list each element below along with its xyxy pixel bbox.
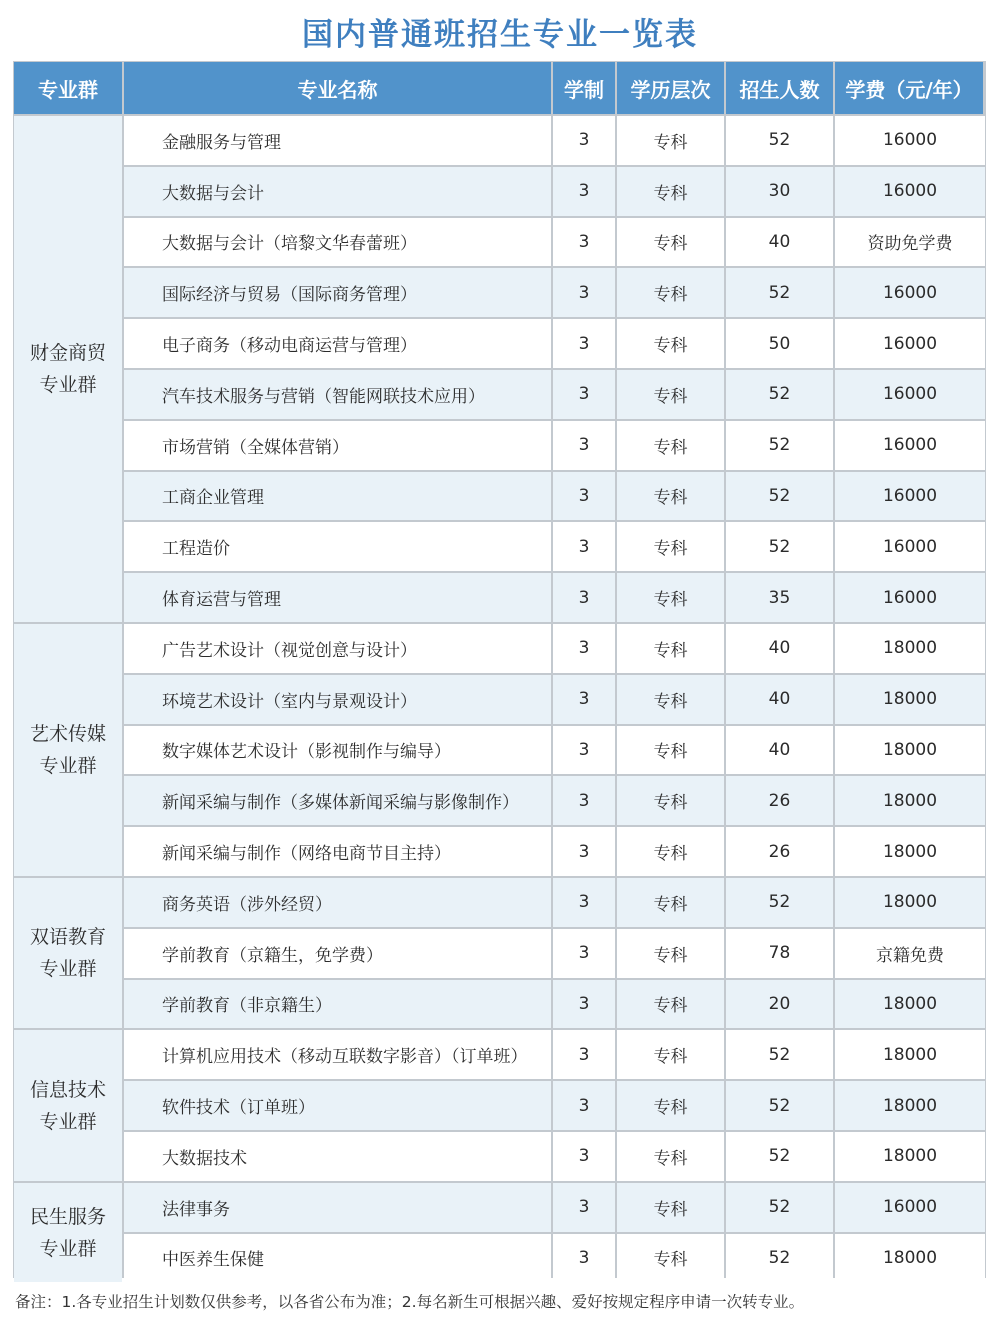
tuition-fee: 18000 [835,1234,985,1283]
enrollment-table [13,61,986,1278]
enrollment-count: 40 [726,218,833,267]
study-years: 3 [553,218,615,267]
education-level: 专科 [617,573,724,622]
tuition-fee: 18000 [835,827,985,876]
page-title: 国内普通班招生专业一览表 [302,17,698,53]
tuition-fee: 18000 [835,980,985,1029]
group-name-line1: 信息技术 [29,1078,106,1101]
enrollment-count: 52 [726,421,833,470]
header-group: 专业群 [14,62,122,114]
enrollment-count: 26 [726,776,833,825]
education-level: 专科 [617,522,724,571]
enrollment-count: 52 [726,472,833,521]
study-years: 3 [553,1030,615,1079]
enrollment-count: 50 [726,319,833,368]
enrollment-count: 52 [726,1132,833,1181]
education-level: 专科 [617,675,724,724]
enrollment-count: 30 [726,167,833,216]
education-level: 专科 [617,167,724,216]
tuition-fee: 16000 [835,1183,985,1232]
major-name: 新闻采编与制作（网络电商节目主持） [124,827,551,876]
tuition-fee: 18000 [835,624,985,673]
major-name: 大数据与会计 [124,167,551,216]
tuition-fee: 16000 [835,421,985,470]
group-name-line2: 专业群 [39,1237,97,1260]
education-level: 专科 [617,1132,724,1181]
enrollment-count: 35 [726,573,833,622]
group-name-line2: 专业群 [39,755,97,777]
group-cell [14,878,122,1028]
footnote: 备注：1.各专业招生计划数仅供参考，以各省公布为准；2.每名新生可根据兴趣、爱好按规定程序申请一次转专业。 [15,1293,805,1311]
enrollment-count: 20 [726,980,833,1029]
study-years: 3 [553,878,615,927]
major-name: 工商企业管理 [124,472,551,521]
education-level: 专科 [617,268,724,317]
tuition-fee: 16000 [835,319,985,368]
tuition-fee: 18000 [835,776,985,825]
enrollment-count: 40 [726,624,833,673]
education-level: 专科 [617,218,724,267]
enrollment-count: 52 [726,878,833,927]
major-name: 汽车技术服务与营销（智能网联技术应用） [124,370,551,419]
enrollment-count: 52 [726,1183,833,1232]
enrollment-count: 40 [726,675,833,724]
enrollment-count: 52 [726,522,833,571]
study-years: 3 [553,522,615,571]
tuition-fee: 16000 [835,573,985,622]
group-name-line2: 专业群 [39,374,97,396]
header-fee: 学费（元/年） [835,62,983,114]
major-name: 学前教育（非京籍生） [124,980,551,1029]
education-level: 专科 [617,980,724,1029]
tuition-fee: 18000 [835,878,985,927]
enrollment-count: 52 [726,1234,833,1283]
study-years: 3 [553,268,615,317]
tuition-fee: 18000 [835,726,985,775]
header-years: 学制 [553,62,615,114]
enrollment-count: 52 [726,1030,833,1079]
major-name: 大数据与会计（培黎文华春蕾班） [124,218,551,267]
tuition-fee: 16000 [835,472,985,521]
education-level: 专科 [617,878,724,927]
study-years: 3 [553,573,615,622]
enrollment-count: 52 [726,370,833,419]
education-level: 专科 [617,370,724,419]
major-name: 市场营销（全媒体营销） [124,421,551,470]
study-years: 3 [553,1132,615,1181]
major-name: 中医养生保健 [124,1234,551,1283]
study-years: 3 [553,1081,615,1130]
header-name: 专业名称 [124,62,551,114]
education-level: 专科 [617,1081,724,1130]
major-name: 大数据技术 [124,1132,551,1181]
study-years: 3 [553,827,615,876]
tuition-fee: 16000 [835,167,985,216]
education-level: 专科 [617,116,724,165]
study-years: 3 [553,1234,615,1283]
education-level: 专科 [617,1030,724,1079]
enrollment-count: 26 [726,827,833,876]
enrollment-count: 78 [726,929,833,978]
group-name-line2: 专业群 [39,958,97,981]
tuition-fee: 16000 [835,370,985,419]
education-level: 专科 [617,1234,724,1283]
enrollment-count: 52 [726,268,833,317]
study-years: 3 [553,726,615,775]
major-name: 数字媒体艺术设计（影视制作与编导） [124,726,551,775]
study-years: 3 [553,776,615,825]
study-years: 3 [553,929,615,978]
major-name: 电子商务（移动电商运营与管理） [124,319,551,368]
major-name: 商务英语（涉外经贸） [124,878,551,927]
study-years: 3 [553,116,615,165]
group-name-line1: 艺术传媒 [29,723,106,745]
group-name-line1: 民生服务 [29,1205,106,1228]
major-name: 计算机应用技术（移动互联数字影音）（订单班） [124,1030,551,1079]
group-name-line1: 双语教育 [29,926,106,949]
study-years: 3 [553,980,615,1029]
group-cell [14,116,122,622]
major-name: 新闻采编与制作（多媒体新闻采编与影像制作） [124,776,551,825]
study-years: 3 [553,624,615,673]
tuition-fee: 16000 [835,268,985,317]
tuition-fee: 资助免学费 [835,218,985,267]
enrollment-count: 52 [726,1081,833,1130]
group-cell [14,1183,122,1283]
group-name-line1: 财金商贸 [29,342,106,364]
tuition-fee: 18000 [835,1081,985,1130]
education-level: 专科 [617,624,724,673]
major-name: 工程造价 [124,522,551,571]
major-name: 学前教育（京籍生，免学费） [124,929,551,978]
header-level: 学历层次 [617,62,724,114]
study-years: 3 [553,370,615,419]
tuition-fee: 18000 [835,675,985,724]
tuition-fee: 京籍免费 [835,929,985,978]
major-name: 体育运营与管理 [124,573,551,622]
education-level: 专科 [617,1183,724,1232]
major-name: 广告艺术设计（视觉创意与设计） [124,624,551,673]
education-level: 专科 [617,776,724,825]
group-cell [14,624,122,876]
education-level: 专科 [617,319,724,368]
group-cell [14,1030,122,1180]
major-name: 环境艺术设计（室内与景观设计） [124,675,551,724]
enrollment-count: 40 [726,726,833,775]
tuition-fee: 18000 [835,1132,985,1181]
tuition-fee: 18000 [835,1030,985,1079]
enrollment-count: 52 [726,116,833,165]
major-name: 软件技术（订单班） [124,1081,551,1130]
education-level: 专科 [617,472,724,521]
tuition-fee: 16000 [835,116,985,165]
education-level: 专科 [617,726,724,775]
study-years: 3 [553,472,615,521]
study-years: 3 [553,319,615,368]
education-level: 专科 [617,827,724,876]
study-years: 3 [553,1183,615,1232]
study-years: 3 [553,421,615,470]
major-name: 金融服务与管理 [124,116,551,165]
study-years: 3 [553,167,615,216]
major-name: 国际经济与贸易（国际商务管理） [124,268,551,317]
tuition-fee: 16000 [835,522,985,571]
major-name: 法律事务 [124,1183,551,1232]
education-level: 专科 [617,929,724,978]
education-level: 专科 [617,421,724,470]
header-count: 招生人数 [726,62,833,114]
group-name-line2: 专业群 [39,1110,97,1133]
study-years: 3 [553,675,615,724]
